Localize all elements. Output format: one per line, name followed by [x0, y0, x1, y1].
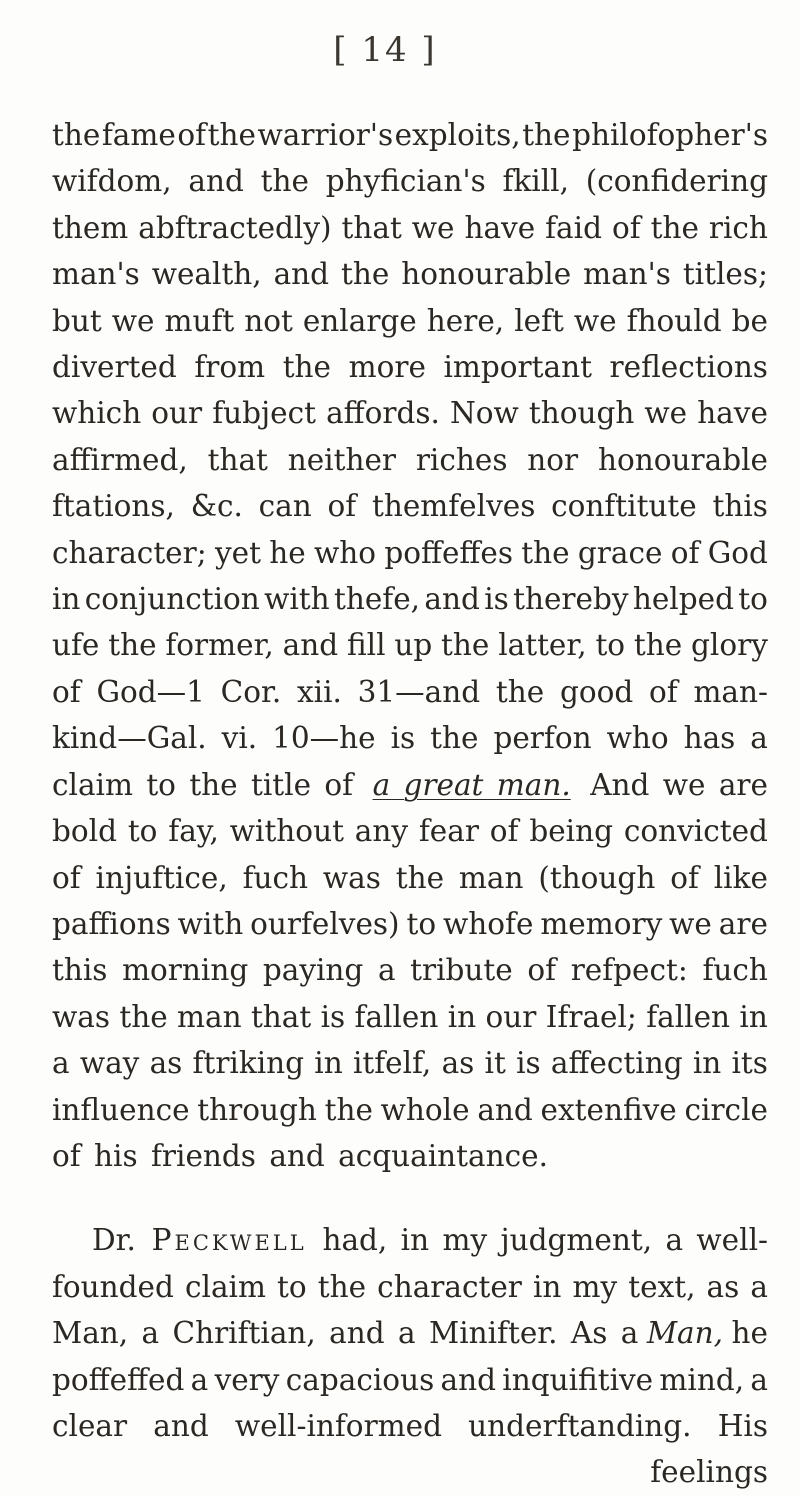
emphasis-text: a great man. [372, 767, 571, 802]
text-segment: claim to the title of [52, 767, 354, 802]
text-line: the fame of the warrior's exploits, the philofopher's [52, 118, 768, 152]
paragraph-gap [52, 1179, 768, 1217]
text-line: of God—1 Cor. xii. 31—and the good of man- [52, 674, 768, 709]
text-line: character; yet he who poffeffes the grace of God [52, 535, 768, 570]
text-line: influence through the whole and extenfive circle [52, 1092, 768, 1127]
text-line: in conjunction with thefe, and is thereby helped to [52, 582, 768, 617]
text-line [52, 1217, 768, 1263]
text-line: man's wealth, and the honourable man's titles; [52, 257, 768, 292]
text-segment: he [731, 1316, 768, 1351]
emphasis-text: Man, [646, 1316, 723, 1351]
text-line: them abftractedly) that we have faid of the rich [52, 210, 768, 245]
text-line: of injuftice, fuch was the man (though of like [52, 860, 768, 895]
text-segment: And we are [590, 767, 768, 802]
text-line [52, 762, 768, 808]
text-line: was the man that is fallen in our Ifrael; fallen in [52, 999, 768, 1034]
person-name: Peckwell [151, 1223, 307, 1258]
page-number: [ 14 ] [333, 30, 437, 70]
text-line: which our fubject affords. Now though we have [52, 396, 768, 431]
catchword: feelings [650, 1455, 768, 1490]
text-line [52, 1310, 768, 1356]
text-segment: had, in my judgment, a well- [322, 1223, 768, 1258]
paragraph-1 [52, 112, 768, 1179]
text-line: ufe the former, and fill up the latter, to the glory [52, 628, 768, 663]
paragraph-2 [52, 1217, 768, 1495]
text-segment: Man, a Chriftian, and a Minifter. As a [52, 1316, 639, 1351]
text-line: bold to fay, without any fear of being convicted [52, 814, 768, 849]
body-text [52, 112, 768, 1496]
text-line: wifdom, and the phyfician's fkill, (confidering [52, 164, 768, 199]
text-segment: Dr. [92, 1223, 136, 1258]
text-line: of his friends and acquaintance. [52, 1138, 548, 1173]
text-line: founded claim to the character in my text, as a [52, 1269, 768, 1304]
text-line: diverted from the more important reflections [52, 350, 768, 385]
text-line: ftations, &c. can of themfelves conftitute this [52, 489, 768, 524]
text-line: kind—Gal. vi. 10—he is the perfon who has a [52, 721, 768, 756]
text-line: paffions with ourfelves) to whofe memory we are [52, 906, 768, 941]
text-line: affirmed, that neither riches nor honourable [52, 442, 768, 477]
text-line: a way as ftriking in itfelf, as it is affecting in its [52, 1046, 768, 1081]
text-line: poffeffed a very capacious and inquifitive mind, a [52, 1362, 768, 1397]
text-line: this morning paying a tribute of refpect: fuch [52, 953, 768, 988]
text-line: but we muft not enlarge here, left we fhould be [52, 303, 768, 338]
text-line: clear and well-informed underftanding. His [52, 1408, 768, 1443]
